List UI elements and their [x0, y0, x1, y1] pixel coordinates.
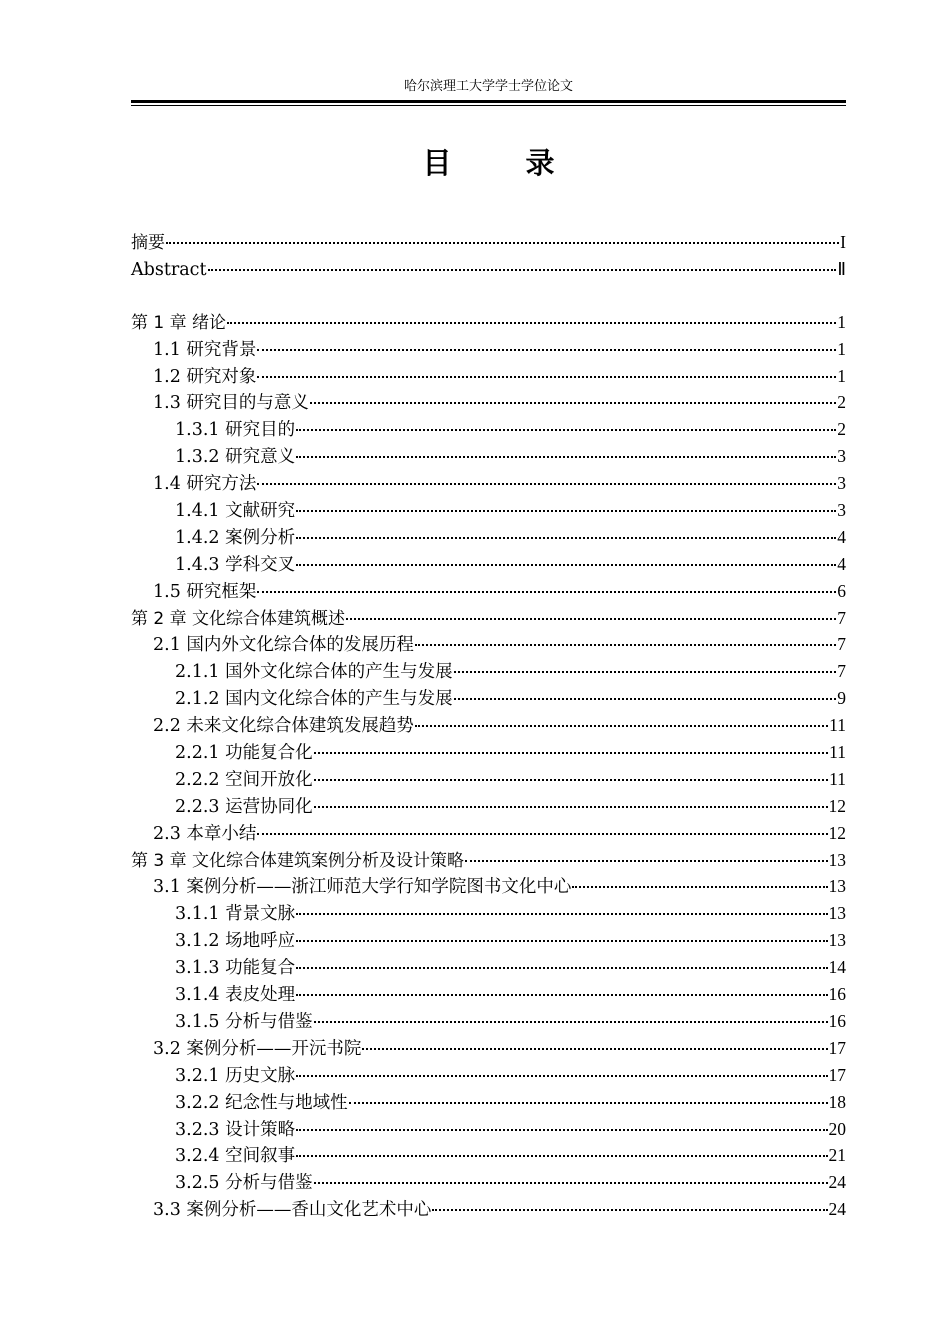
toc-entry-label: 1.2 研究对象: [153, 366, 257, 387]
toc-entry-label: 3.1.1 背景文脉: [175, 904, 296, 925]
toc-entry-label: 2.2.1 功能复合化: [175, 743, 313, 764]
toc-entry-page-number: 12: [828, 795, 846, 816]
toc-entry-page-number: 2: [837, 392, 846, 413]
toc-dot-leader: [349, 1102, 828, 1104]
toc-entry-label: 2.1.1 国外文化综合体的产生与发展: [175, 662, 453, 683]
running-header: 哈尔滨理工大学学士学位论文: [403, 79, 573, 94]
toc-entry[interactable]: [131, 363, 846, 390]
toc-entry-label: 3.2.4 空间叙事: [175, 1146, 296, 1167]
toc-dot-leader: [415, 644, 836, 646]
toc-entry-page-number: 21: [828, 1145, 846, 1166]
toc-entry-page-number: 16: [828, 1010, 846, 1031]
toc-dot-leader: [296, 940, 827, 942]
toc-entry[interactable]: [131, 524, 846, 551]
toc-entry-page-number: 7: [837, 607, 846, 628]
toc-entry[interactable]: [131, 497, 846, 524]
toc-entry-page-number: 13: [828, 849, 846, 870]
toc-entry-page-number: 18: [828, 1091, 846, 1112]
toc-entry-page-number: 11: [829, 742, 846, 763]
toc-entry-page-number: 3: [837, 473, 846, 494]
toc-entry-page-number: 7: [837, 661, 846, 682]
toc-entry[interactable]: [131, 605, 846, 632]
toc-entry-label: 3.2.5 分析与借鉴: [175, 1173, 313, 1194]
toc-entry-page-number: 13: [828, 930, 846, 951]
toc-entry-label: 2.1 国内外文化综合体的发展历程: [153, 635, 414, 656]
toc-entry-page-number: 3: [837, 500, 846, 521]
toc-entry-page-number: I: [840, 232, 846, 252]
header-rule-thick: [131, 100, 846, 103]
toc-entry[interactable]: [131, 336, 846, 363]
toc-entry[interactable]: [131, 1062, 846, 1089]
toc-dot-leader: [257, 833, 827, 835]
toc-dot-leader: [257, 483, 836, 485]
toc-dot-leader: [296, 510, 836, 512]
toc-dot-leader: [257, 591, 836, 593]
toc-entry-label: 3.2 案例分析——开沅书院: [153, 1038, 362, 1059]
toc-dot-leader: [314, 806, 828, 808]
toc-entry-page-number: 1: [837, 311, 846, 332]
toc-entry-page-number: 6: [837, 580, 846, 601]
toc-entry-label: 3.1.3 功能复合: [175, 958, 296, 979]
toc-dot-leader: [465, 860, 827, 862]
toc-entry-page-number: 24: [828, 1199, 846, 1220]
toc-entry[interactable]: [131, 766, 846, 793]
toc-entry-page-number: 7: [837, 634, 846, 655]
toc-entry-label: 3.2.1 历史文脉: [175, 1065, 296, 1086]
toc-entry[interactable]: [131, 1142, 846, 1169]
toc-entry[interactable]: [131, 256, 846, 283]
toc-entry[interactable]: [131, 847, 846, 874]
toc-entry[interactable]: [131, 873, 846, 900]
table-of-contents: [131, 229, 846, 1223]
toc-entry[interactable]: [131, 685, 846, 712]
toc-entry-label: 3.2.3 设计策略: [175, 1119, 296, 1140]
toc-entry-label: 2.2 未来文化综合体建筑发展趋势: [153, 716, 414, 737]
toc-dot-leader: [314, 1182, 828, 1184]
toc-entry-page-number: 13: [828, 903, 846, 924]
toc-entry-label: 1.4.2 案例分析: [175, 527, 296, 548]
toc-entry[interactable]: [131, 470, 846, 497]
toc-dot-leader: [227, 322, 836, 324]
toc-entry-page-number: 2: [837, 419, 846, 440]
toc-entry[interactable]: [131, 229, 846, 256]
toc-entry-label: 第 1 章 绪论: [131, 312, 227, 333]
toc-entry[interactable]: [131, 443, 846, 470]
toc-entry-label: 3.1.4 表皮处理: [175, 985, 296, 1006]
toc-entry-label: 第 3 章 文化综合体建筑案例分析及设计策略: [131, 850, 465, 871]
toc-dot-leader: [454, 671, 837, 673]
toc-entry-page-number: 9: [837, 688, 846, 709]
toc-entry-page-number: 11: [829, 715, 846, 736]
toc-entry-page-number: 4: [837, 553, 846, 574]
toc-entry[interactable]: [131, 631, 846, 658]
toc-dot-leader: [296, 1075, 827, 1077]
toc-entry[interactable]: [131, 551, 846, 578]
toc-entry-page-number: 12: [828, 822, 846, 843]
toc-entry[interactable]: [131, 954, 846, 981]
toc-entry[interactable]: [131, 739, 846, 766]
toc-entry-page-number: 17: [828, 1037, 846, 1058]
toc-entry[interactable]: [131, 1035, 846, 1062]
toc-entry[interactable]: [131, 1169, 846, 1196]
toc-entry[interactable]: [131, 793, 846, 820]
toc-entry-page-number: 16: [828, 984, 846, 1005]
toc-entry-page-number: 17: [828, 1064, 846, 1085]
toc-entry-label: 1.3 研究目的与意义: [153, 393, 309, 414]
toc-entry-label: 1.3.1 研究目的: [175, 420, 296, 441]
toc-dot-leader: [314, 779, 829, 781]
toc-entry-label: 3.2.2 纪念性与地域性: [175, 1092, 348, 1113]
toc-entry-page-number: 13: [828, 876, 846, 897]
toc-dot-leader: [296, 564, 836, 566]
toc-entry-page-number: 11: [829, 768, 846, 789]
toc-entry[interactable]: [131, 712, 846, 739]
toc-dot-leader: [310, 402, 836, 404]
toc-entry-page-number: 1: [837, 365, 846, 386]
toc-entry[interactable]: [131, 981, 846, 1008]
toc-dot-leader: [432, 1209, 827, 1211]
toc-dot-leader: [296, 429, 836, 431]
toc-entry-label: 2.2.2 空间开放化: [175, 769, 313, 790]
toc-dot-leader: [572, 886, 827, 888]
toc-entry[interactable]: [131, 820, 846, 847]
toc-entry-page-number: 4: [837, 526, 846, 547]
toc-entry-label: 1.3.2 研究意义: [175, 447, 296, 468]
toc-dot-leader: [415, 725, 828, 727]
toc-dot-leader: [257, 376, 836, 378]
toc-entry[interactable]: [131, 1196, 846, 1223]
toc-entry-label: 3.1.2 场地呼应: [175, 931, 296, 952]
toc-dot-leader: [454, 698, 837, 700]
toc-entry[interactable]: [131, 389, 846, 416]
toc-entry-label: 摘要: [131, 233, 165, 253]
toc-dot-leader: [208, 269, 837, 271]
toc-dot-leader: [346, 618, 836, 620]
toc-entry-label: 2.2.3 运营协同化: [175, 796, 313, 817]
toc-entry-page-number: 24: [828, 1172, 846, 1193]
toc-dot-leader: [296, 1155, 827, 1157]
toc-dot-leader: [296, 1129, 827, 1131]
toc-entry-label: 1.4 研究方法: [153, 474, 257, 495]
header-rule-thin: [131, 105, 846, 106]
toc-entry[interactable]: [131, 578, 846, 605]
toc-entry-label: 1.5 研究框架: [153, 581, 257, 602]
toc-entry-label: 第 2 章 文化综合体建筑概述: [131, 608, 346, 629]
page-title: 目 录: [422, 146, 587, 180]
toc-entry-label: 2.3 本章小结: [153, 823, 257, 844]
toc-entry-label: Abstract: [131, 259, 207, 280]
toc-entry[interactable]: [131, 900, 846, 927]
toc-dot-leader: [362, 1048, 827, 1050]
toc-dot-leader: [296, 994, 827, 996]
toc-entry-page-number: 14: [828, 957, 846, 978]
toc-entry[interactable]: [131, 1089, 846, 1116]
toc-entry-page-number: Ⅱ: [837, 258, 846, 279]
toc-dot-leader: [257, 349, 836, 351]
toc-dot-leader: [314, 1021, 828, 1023]
toc-entry-label: 3.3 案例分析——香山文化艺术中心: [153, 1200, 432, 1221]
toc-entry-label: 1.4.3 学科交叉: [175, 554, 296, 575]
toc-entry-page-number: 3: [837, 446, 846, 467]
toc-entry-label: 1.1 研究背景: [153, 339, 257, 360]
toc-entry[interactable]: [131, 416, 846, 443]
toc-dot-leader: [314, 752, 829, 754]
toc-entry[interactable]: [131, 309, 846, 336]
toc-dot-leader: [296, 456, 836, 458]
toc-entry-page-number: 20: [828, 1118, 846, 1139]
toc-entry[interactable]: [131, 658, 846, 685]
toc-dot-leader: [166, 242, 839, 244]
toc-entry[interactable]: [131, 1008, 846, 1035]
toc-dot-leader: [296, 967, 827, 969]
toc-entry-label: 3.1 案例分析——浙江师范大学行知学院图书文化中心: [153, 877, 572, 898]
toc-dot-leader: [296, 537, 836, 539]
toc-entry-label: 3.1.5 分析与借鉴: [175, 1011, 313, 1032]
toc-entry-label: 1.4.1 文献研究: [175, 501, 296, 522]
toc-entry-label: 2.1.2 国内文化综合体的产生与发展: [175, 689, 453, 710]
toc-entry-page-number: 1: [837, 338, 846, 359]
toc-entry[interactable]: [131, 1116, 846, 1143]
toc-entry[interactable]: [131, 927, 846, 954]
toc-dot-leader: [296, 913, 827, 915]
